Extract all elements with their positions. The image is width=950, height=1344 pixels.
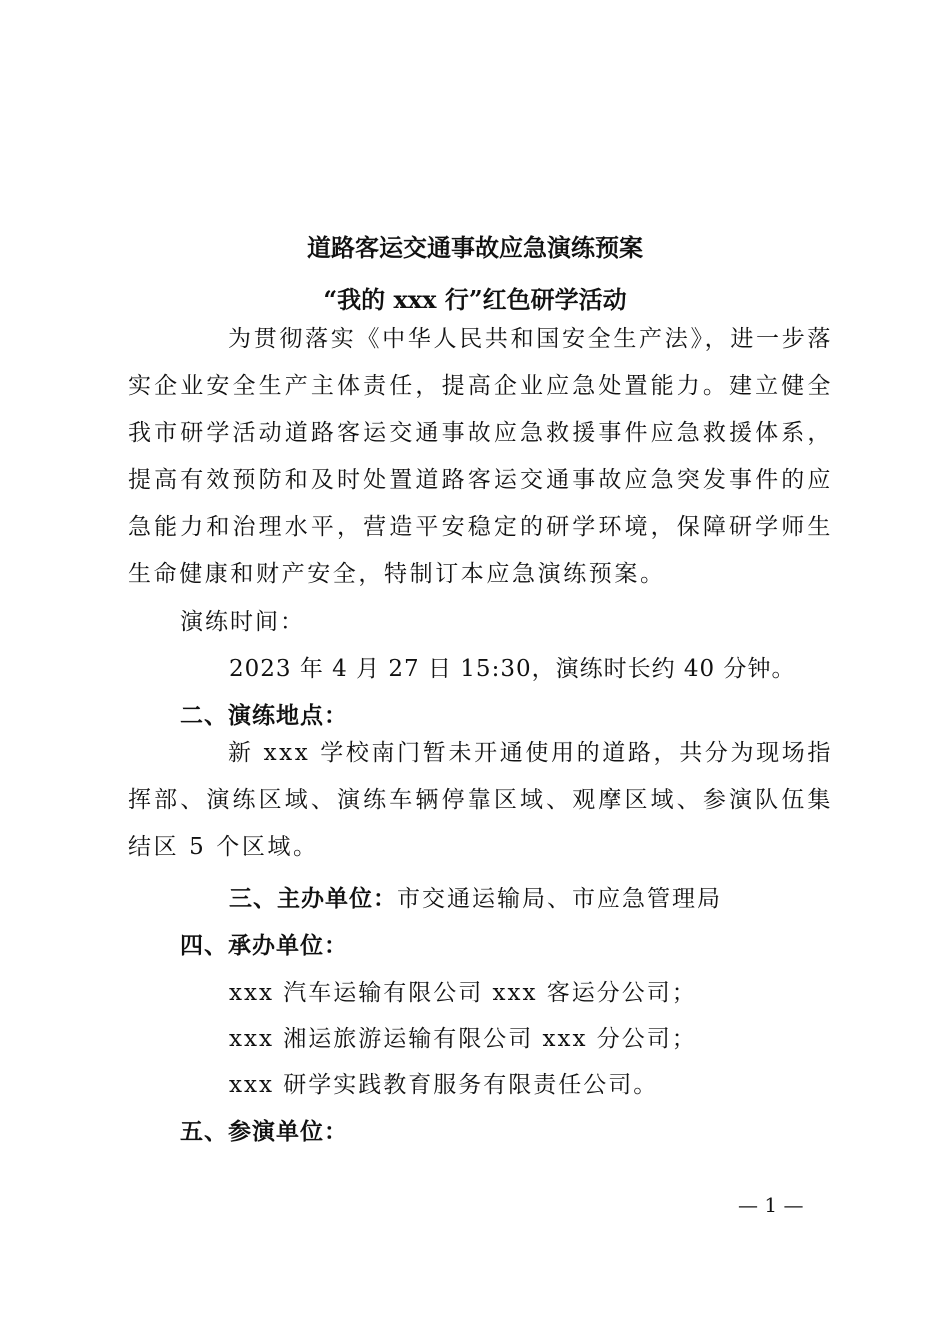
document-subtitle: “我的 xxx 行”红色研学活动 xyxy=(323,285,627,314)
time-value: 2023 年 4 月 27 日 15:30，演练时长约 40 分钟。 xyxy=(229,656,796,682)
section4-item: xxx 湘运旅游运输有限公司 xxx 分公司； xyxy=(229,1026,697,1052)
section3-heading: 三、主办单位： xyxy=(229,885,397,912)
section2-heading: 二、演练地点： xyxy=(180,702,348,729)
section3-row xyxy=(229,880,722,913)
section3-value: 市交通运输局、市应急管理局 xyxy=(397,886,722,912)
page-number: — 1 — xyxy=(738,1193,804,1217)
section4-heading: 四、承办单位： xyxy=(180,932,348,959)
time-label: 演练时间： xyxy=(180,609,305,635)
section2-body: 新 xxx 学校南门暂未开通使用的道路，共分为现场指挥部、演练区域、演练车辆停靠区域、观摩区域、参演队伍集结区 5 个区域。 xyxy=(128,740,833,860)
section4-item: xxx 汽车运输有限公司 xxx 客运分公司； xyxy=(229,980,697,1006)
section4-item: xxx 研学实践教育服务有限责任公司。 xyxy=(229,1072,659,1098)
document-title: 道路客运交通事故应急演练预案 xyxy=(307,233,643,262)
intro-paragraph: 为贯彻落实《中华人民共和国安全生产法》，进一步落实企业安全生产主体责任，提高企业应急处置能力。建立健全我市研学活动道路客运交通事故应急救援事件应急救援体系，提高有效预防和及时处置道路客运交通事故应急突发事件的应急能力和治理水平，营造平安稳定的研学环境，保障研学师生生命健康和财产安全，特制订本应急演练预案。 xyxy=(128,326,833,587)
section5-heading: 五、参演单位： xyxy=(180,1118,348,1145)
